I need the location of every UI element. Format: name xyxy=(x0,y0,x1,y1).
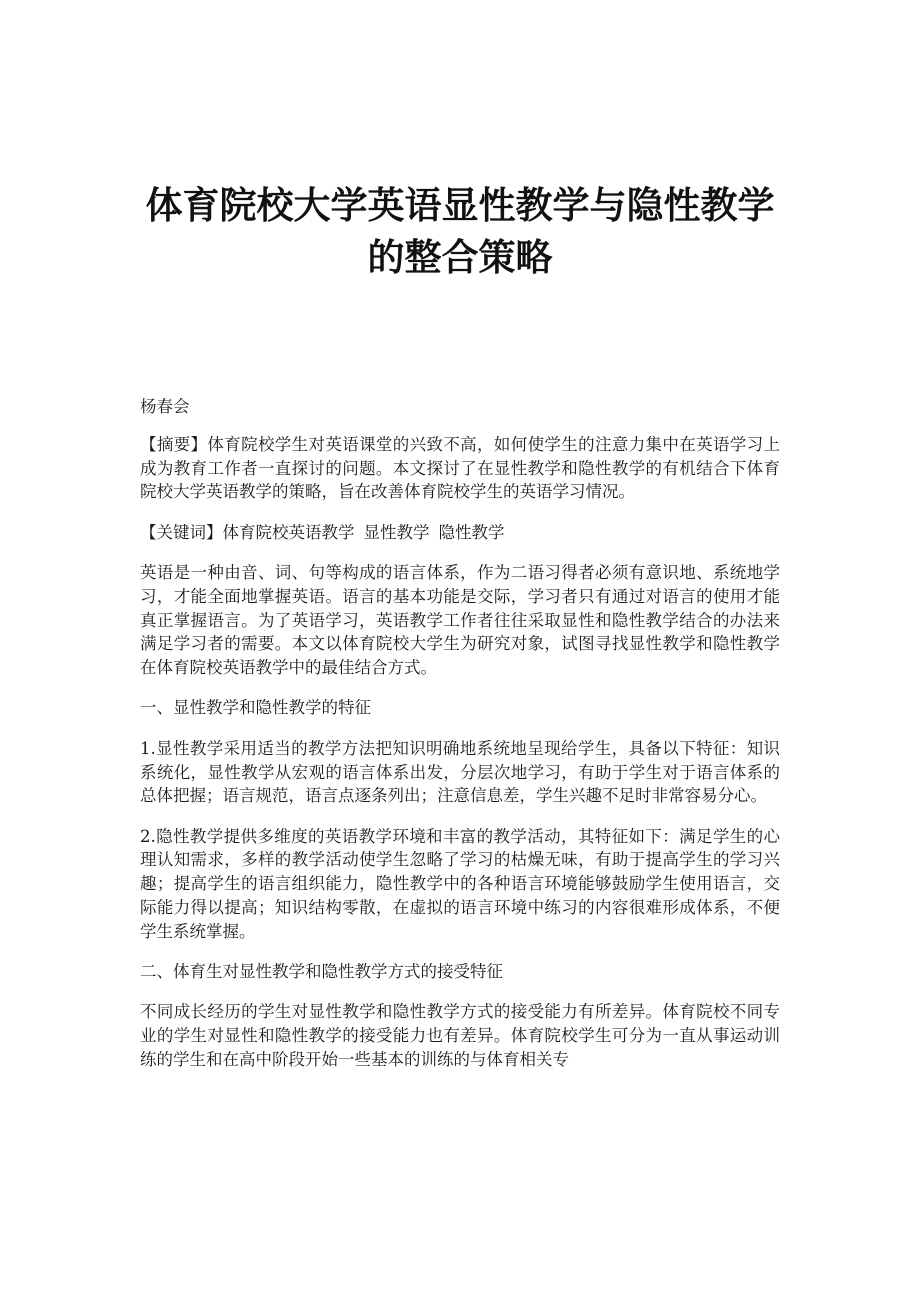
keyword-item: 显性教学 xyxy=(363,522,430,542)
section-1-paragraph-2: 2.隐性教学提供多维度的英语教学环境和丰富的教学活动，其特征如下：满足学生的心理认知需求，多样的教学活动使学生忽略了学习的枯燥无味，有助于提高学生的学习兴趣；提高学生的语言组织能力，隐性教学中的各种语言环境能够鼓励学生使用语言，交际能力得以提高；知识结构零散，在虚拟的语言环境中练习的内容很难形成体系，不便学生系统掌握。 xyxy=(140,826,780,941)
document-title xyxy=(100,180,820,284)
keywords-label: 【关键词】 xyxy=(140,522,223,542)
section-2-paragraph-1: 不同成长经历的学生对显性教学和隐性教学方式的接受能力有所差异。体育院校不同专业的学生对显性和隐性教学的接受能力也有差异。体育院校学生可分为一直从事运动训练的学生和在高中阶段开始一些基本的训练的与体育相关专 xyxy=(140,1002,780,1070)
intro-paragraph: 英语是一种由音、词、句等构成的语言体系，作为二语习得者必须有意识地、系统地学习，才能全面地掌握英语。语言的基本功能是交际，学习者只有通过对语言的使用才能真正掌握语言。为了英语学习，英语教学工作者往往采取显性和隐性教学结合的办法来满足学习者的需要。本文以体育院校大学生为研究对象，试图寻找显性教学和隐性教学在体育院校英语教学中的最佳结合方式。 xyxy=(140,562,780,678)
section-1-paragraph-1: 1.显性教学采用适当的教学方法把知识明确地系统地呈现给学生，具备以下特征：知识系统化，显性教学从宏观的语言体系出发，分层次地学习，有助于学生对于语言体系的总体把握；语言规范，语言点逐条列出；注意信息差，学生兴趣不足时非常容易分心。 xyxy=(140,738,780,806)
title-line-1: 体育院校大学英语显性教学与隐性教学 xyxy=(145,184,775,227)
title-line-2: 的整合策略 xyxy=(367,236,553,279)
keyword-item: 隐性教学 xyxy=(438,522,505,542)
abstract-paragraph: 【摘要】体育院校学生对英语课堂的兴致不高，如何使学生的注意力集中在英语学习上成为教育工作者一直探讨的问题。本文探讨了在显性教学和隐性教学的有机结合下体育院校大学英语教学的策略，旨在改善体育院校学生的英语学习情况。 xyxy=(140,434,780,502)
keyword-item: 体育院校英语教学 xyxy=(222,522,355,542)
section-1-heading: 一、显性教学和隐性教学的特征 xyxy=(140,698,371,718)
author-name: 杨春会 xyxy=(140,397,190,416)
keywords-line xyxy=(140,521,780,545)
section-2-heading: 二、体育生对显性教学和隐性教学方式的接受特征 xyxy=(140,962,503,982)
document-body xyxy=(140,395,780,1088)
